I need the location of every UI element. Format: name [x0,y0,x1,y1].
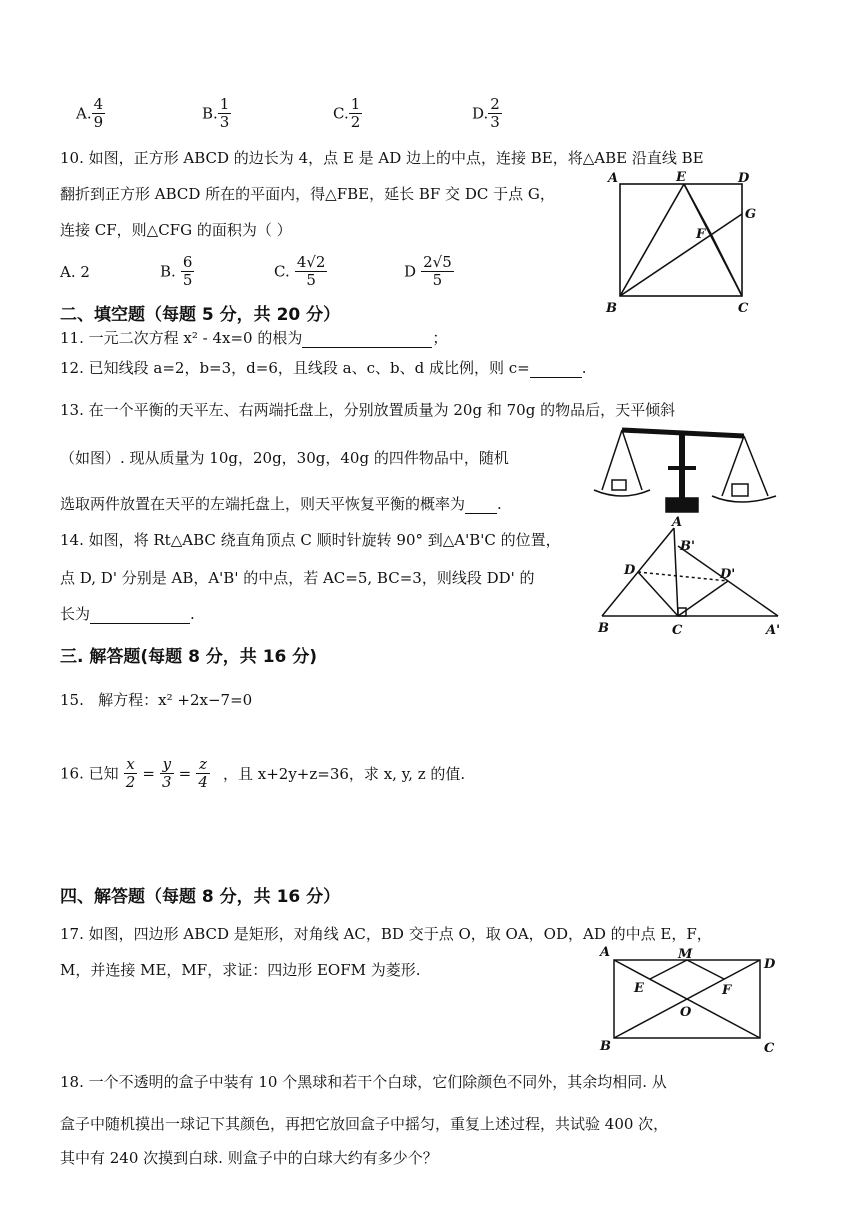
q9-c-num: 1 [350,95,361,113]
q9-d-num: 2 [490,95,500,113]
q9-a-den: 9 [93,113,104,131]
q18-line-1: 18. 一个不透明的盒子中装有 10 个黑球和若干个白球，它们除颜色不同外，其余均相同. 从 [60,1073,667,1091]
q11 [60,328,447,348]
q16-eq-2: = [178,764,192,783]
q10-c-num: 4√2 [296,253,326,271]
q12 [60,358,586,378]
q14-line-3-text: 长为 [60,605,91,623]
q10-c-fraction [295,254,328,289]
q17-label-b: B [600,1039,611,1054]
left-string-2 [622,430,642,490]
q16-eq-1: = [142,764,155,783]
q16-f1-den: 2 [125,773,136,791]
q17-label-e: E [634,981,644,996]
q14-line-2: 点 D, D' 分别是 AB，A'B' 的中点，若 AC=5, BC=3，则线段 DD' 的 [60,569,535,587]
q10-d-den: 5 [432,271,443,289]
q10-b-fraction [181,254,195,289]
q14-label-c: C [672,623,683,638]
q9-option-d-fraction [488,96,502,131]
q10-d-fraction [421,254,454,289]
right-weight [732,484,748,496]
q16-suffix: ，且 x+2y+z=36，求 x, y, z 的值. [222,764,466,783]
q10-line-1: 10. 如图，正方形 ABCD 的边长为 4，点 E 是 AD 边上的中点，连接 BE，将△ABE 沿直线 BE [60,149,704,167]
segment-dc [638,572,678,616]
q10-options [60,254,480,298]
q13-balance-figure [592,422,782,514]
q10-c-den: 5 [306,271,316,289]
right-string-1 [722,436,744,496]
q13-end: . [497,495,502,513]
q18-line-2: 盒子中随机摸出一球记下其颜色，再把它放回盒子中摇匀，重复上述过程，共试验 400 次， [60,1115,669,1133]
q10-d-label: D [404,262,417,281]
q14-rotation-figure [592,516,788,640]
q9-b-den: 3 [219,113,230,131]
q16-f3-num: z [196,756,210,774]
q9-option-a-fraction [92,96,106,131]
q15-number: 15. [60,691,84,709]
q18-line-3: 其中有 240 次摸到白球. 则盒子中的白球大约有多少个？ [60,1149,438,1167]
q10-label-f: F [696,227,706,242]
q13-line-3-text: 选取两件放置在天平的左端托盘上，则天平恢复平衡的概率为 [60,495,466,513]
q9-option-b-fraction [218,96,232,131]
section-2-title: 二、填空题（每题 5 分，共 20 分） [60,305,341,325]
q14-label-d-prime: D' [720,567,736,582]
q16-f2-num: y [160,756,174,774]
q10-d-num: 2√5 [423,253,452,271]
q14-line-3 [60,604,195,624]
square-abcd [620,184,742,296]
q9-a-num: 4 [93,95,104,113]
q14-label-b-prime: B' [680,539,695,554]
q16-fraction-z [196,756,210,791]
segment-be [620,184,684,296]
q17-label-d: D [764,957,776,972]
segment-bg [620,214,742,296]
segment-mf [687,960,724,979]
q14-label-b: B [598,621,609,636]
q10-b-num: 6 [182,253,193,271]
segment-dd-prime [638,572,728,581]
left-pan [594,490,650,496]
q12-end: . [581,359,587,377]
q13-line-3 [60,494,502,514]
q10-option-a [60,262,90,282]
q17-line-1: 17. 如图，四边形 ABCD 是矩形，对角线 AC，BD 交于点 O，取 OA，OD，AD 的中点 E，F， [60,925,712,943]
q10-b-label: B. [160,262,176,281]
q10-option-d [404,254,454,289]
q9-d-den: 3 [490,113,500,131]
q17-label-c: C [764,1041,775,1056]
section-3-title: 三. 解答题(每题 8 分，共 16 分) [60,647,318,667]
q15-text: 解方程：x² +2x−7=0 [98,691,253,709]
q13-answer-blank[interactable] [465,497,497,514]
q16-fraction-x [124,756,138,791]
q9-option-b [202,96,231,131]
balance-base [666,498,698,512]
q10-square-figure [598,168,768,318]
q9-option-c [333,96,362,131]
q12-answer-blank[interactable] [530,361,582,378]
q10-a-value: 2 [80,263,90,281]
right-pan [712,496,776,502]
q9-option-a [76,96,105,131]
segment-fc [710,232,742,296]
q10-label-e: E [676,170,686,185]
q10-label-b: B [606,301,617,316]
q14-end: . [190,605,195,623]
q9-option-a-label: A. [76,104,92,123]
q16-fraction-y [160,756,174,791]
q11-answer-blank[interactable] [302,331,432,348]
q16-f3-den: 4 [198,773,208,791]
section-4-title: 四、解答题（每题 8 分，共 16 分） [60,887,341,907]
q16-f2-den: 3 [162,773,172,791]
q17-label-m: M [678,947,693,962]
segment-me [650,960,687,979]
q9-b-num: 1 [219,95,230,113]
q10-label-c: C [738,301,749,316]
q10-label-a: A [608,171,619,186]
q11-text: 11. 一元二次方程 x² - 4x=0 的根为 [60,329,303,347]
q14-answer-blank[interactable] [90,607,190,624]
q9-option-d-label: D. [472,104,489,123]
q10-line-3: 连接 CF，则△CFG 的面积为（ ） [60,221,292,239]
q14-label-d: D [624,563,636,578]
q11-end: ； [432,329,448,347]
q14-line-1: 14. 如图，将 Rt△ABC 绕直角顶点 C 顺时针旋转 90° 到△A'B'C 的位置， [60,531,561,549]
q17-line-2: M，并连接 ME，MF，求证：四边形 EOFM 为菱形. [60,961,421,979]
q10-label-d: D [738,171,750,186]
q13-line-2: （如图）. 现从质量为 10g，20g，30g，40g 的四件物品中，随机 [60,449,509,467]
q9-option-d [472,96,502,131]
q17-rectangle-figure [592,942,788,1058]
q10-b-den: 5 [182,271,193,289]
q10-label-g: G [745,207,757,222]
q10-c-label: C. [274,262,290,281]
q9-option-c-fraction [349,96,363,131]
q9-option-c-label: C. [333,104,349,123]
q10-option-c [274,254,327,289]
q10-line-2: 翻折到正方形 ABCD 所在的平面内，得△FBE，延长 BF 交 DC 于点 G， [60,185,555,203]
q9-option-b-label: B. [202,104,218,123]
q16 [60,756,465,800]
left-weight [612,480,626,490]
segment-ef [684,184,710,232]
q12-text: 12. 已知线段 a=2，b=3，d=6，且线段 a、c、b、d 成比例，则 c= [60,359,530,377]
q16-prefix: 16. 已知 [60,764,119,783]
q9-c-den: 2 [350,113,361,131]
segment-ac [674,528,678,616]
q16-f1-num: x [124,756,138,774]
q17-label-f: F [722,983,732,998]
q14-label-a: A [672,516,683,530]
q15 [60,690,252,710]
q10-option-b [160,254,194,289]
q17-label-o: O [680,1005,692,1020]
q10-a-label: A. [60,263,76,281]
q14-label-a-prime: A' [766,623,781,638]
q13-line-1: 13. 在一个平衡的天平左、右两端托盘上，分别放置质量为 20g 和 70g 的物品后，天平倾斜 [60,401,676,419]
q17-label-a: A [600,945,611,960]
